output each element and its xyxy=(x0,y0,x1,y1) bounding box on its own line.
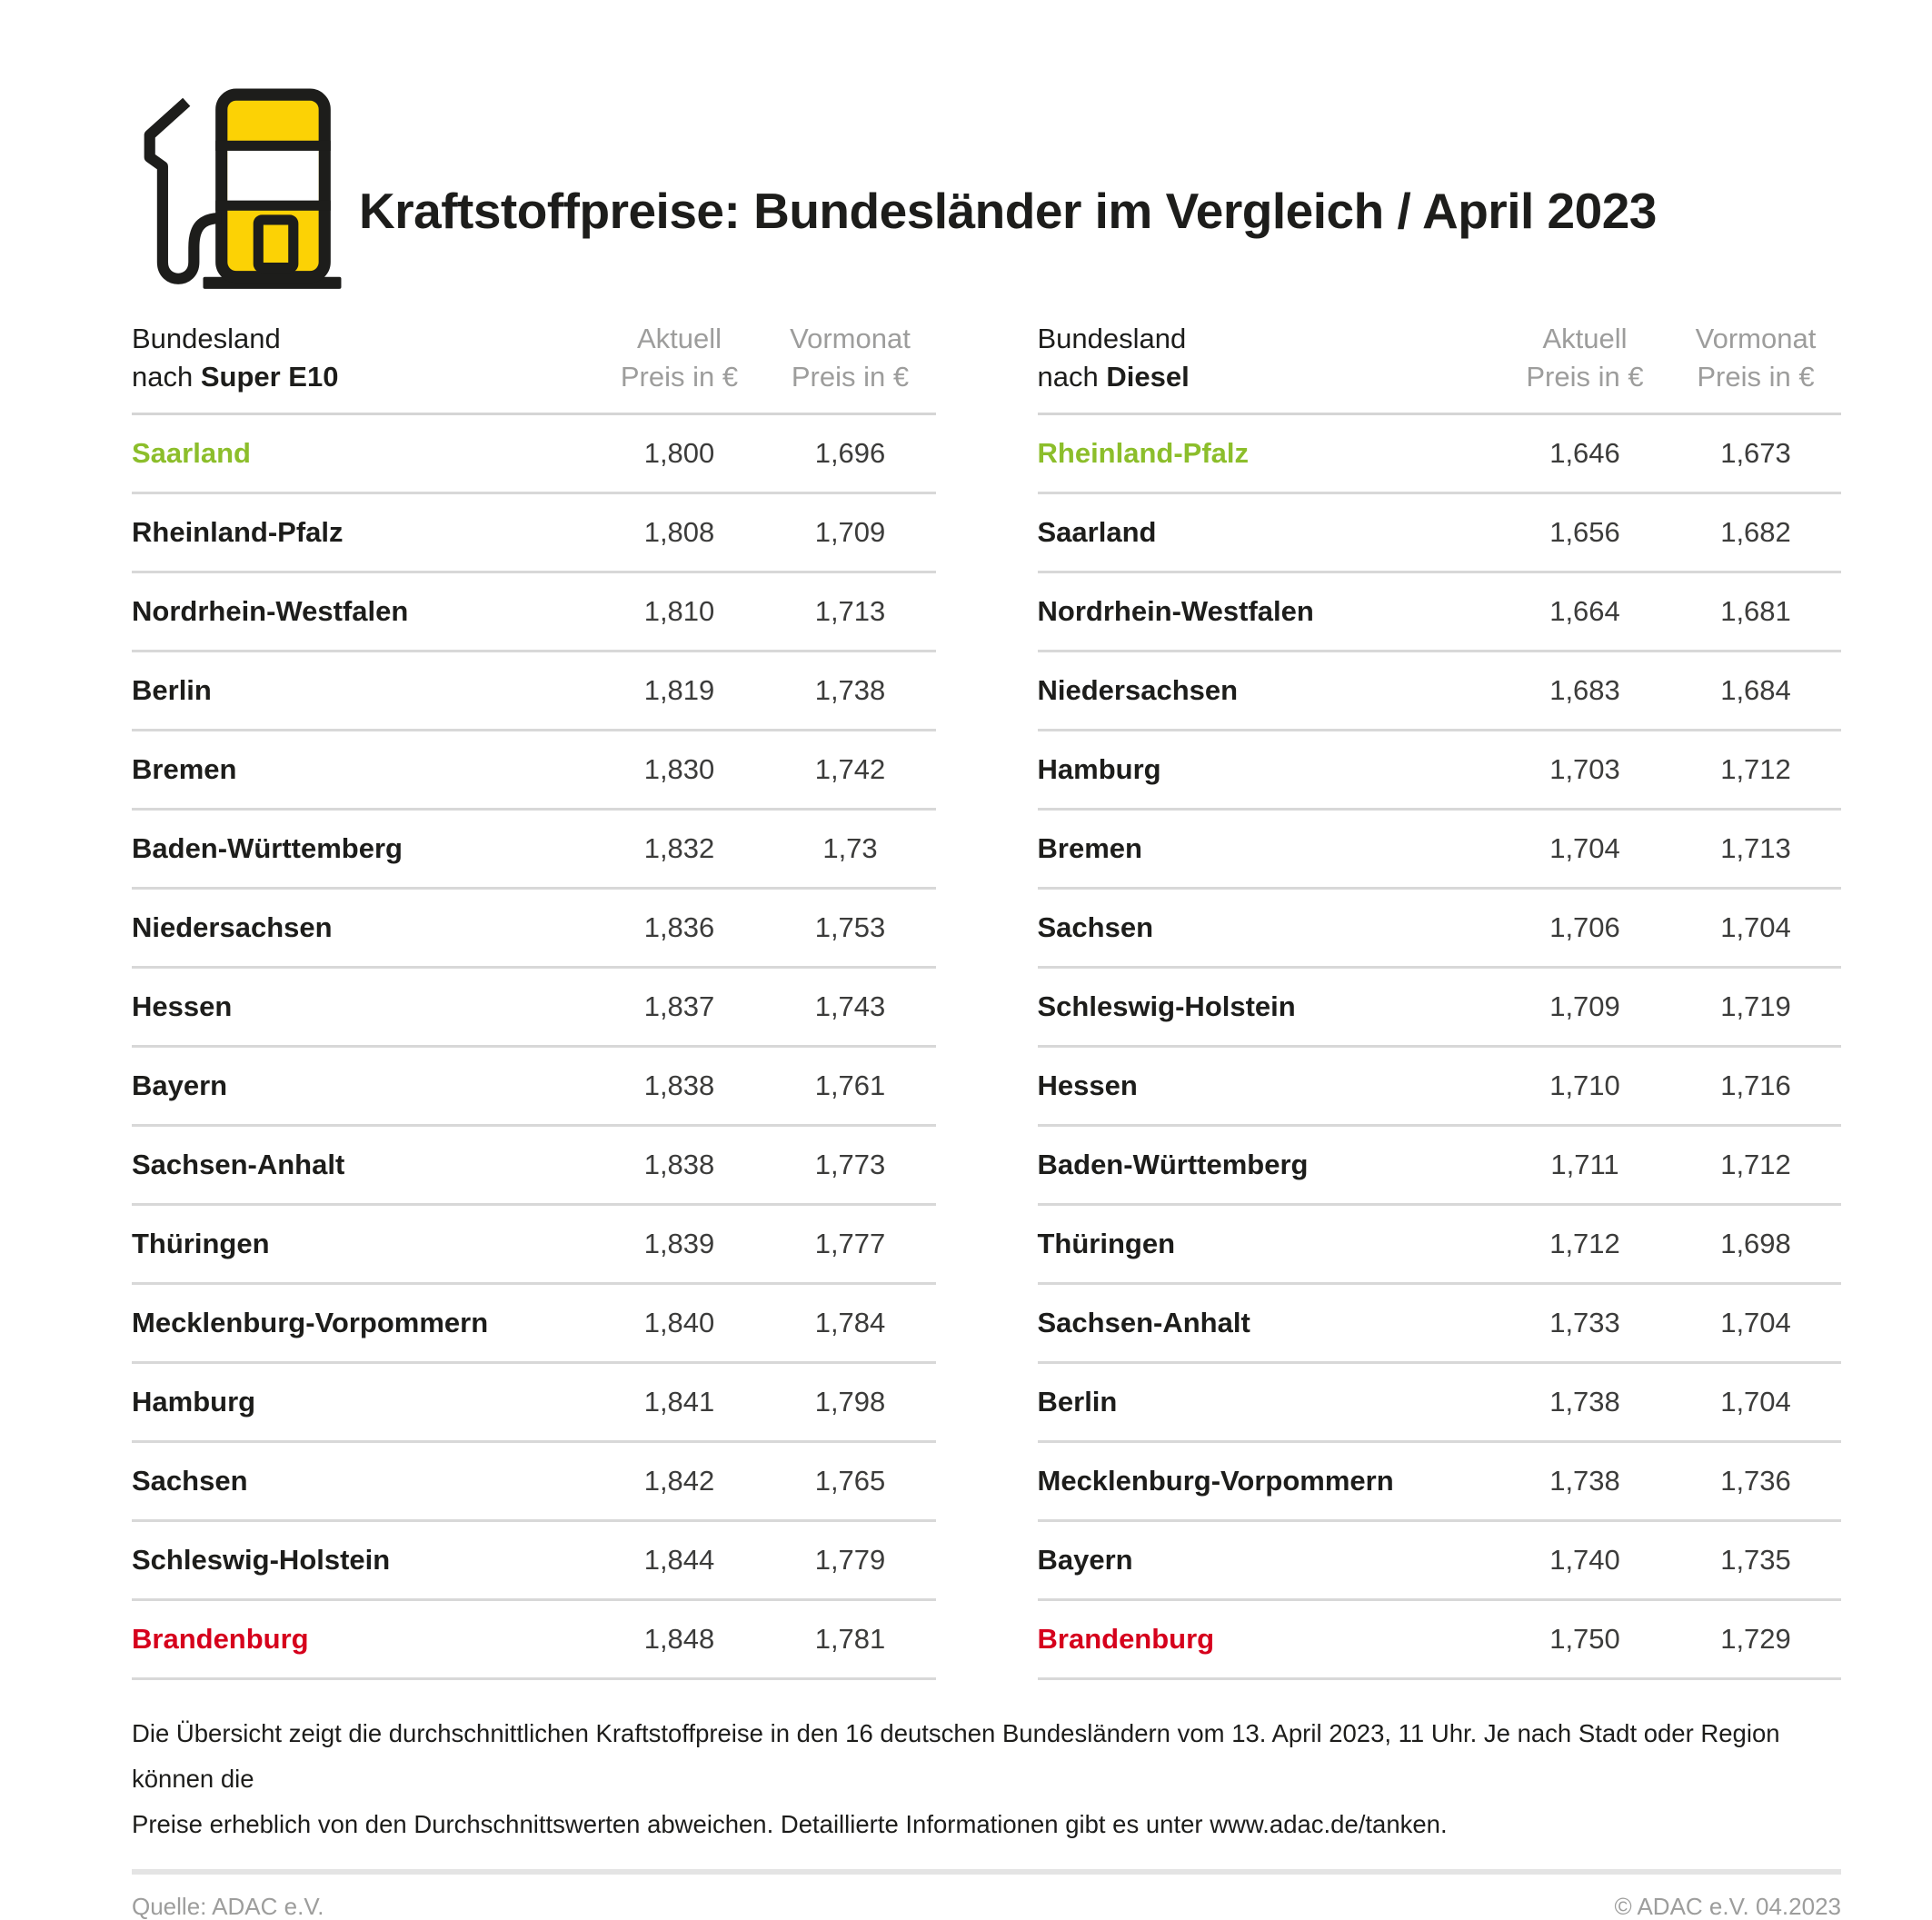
state-name: Saarland xyxy=(1037,516,1157,548)
state-name: Hessen xyxy=(1037,1069,1138,1101)
table-row xyxy=(132,1206,936,1285)
table-row xyxy=(1038,1364,1842,1443)
aktuell-price: 1,837 xyxy=(643,990,715,1022)
aktuell-price: 1,819 xyxy=(643,674,715,706)
state-name: Niedersachsen xyxy=(132,911,333,943)
state-name: Rheinland-Pfalz xyxy=(1037,437,1250,469)
table-row xyxy=(1038,731,1842,811)
aktuell-price: 1,844 xyxy=(643,1544,715,1576)
aktuell-price: 1,646 xyxy=(1549,437,1620,469)
table-row xyxy=(132,573,936,652)
column-header-aktuell xyxy=(1499,320,1670,396)
aktuell-label: Aktuell xyxy=(1542,323,1628,354)
column-header-vormonat xyxy=(765,320,936,396)
vormonat-unit-label: Preis in € xyxy=(791,361,910,393)
vormonat-price: 1,704 xyxy=(1720,911,1791,943)
vormonat-price: 1,738 xyxy=(814,674,886,706)
table-row xyxy=(1038,1285,1842,1364)
vormonat-price: 1,798 xyxy=(814,1386,886,1418)
table-header-diesel xyxy=(1038,320,1842,415)
fuel-pump-icon xyxy=(132,87,346,294)
vormonat-label: Vormonat xyxy=(790,323,911,354)
footer xyxy=(132,1893,1841,1920)
table-row xyxy=(1038,1443,1842,1522)
table-row xyxy=(1038,1127,1842,1206)
aktuell-price: 1,656 xyxy=(1549,516,1620,548)
state-name: Mecklenburg-Vorpommern xyxy=(132,1307,489,1338)
table-row xyxy=(1038,1206,1842,1285)
vormonat-label: Vormonat xyxy=(1695,323,1817,354)
table-row xyxy=(1038,969,1842,1048)
super-e10-table xyxy=(132,320,936,1680)
state-name: Bayern xyxy=(1037,1544,1133,1576)
table-row xyxy=(132,1522,936,1601)
table-row xyxy=(1038,890,1842,969)
header-line2-prefix: nach xyxy=(132,361,201,393)
state-name: Saarland xyxy=(132,437,251,469)
table-row xyxy=(132,1048,936,1127)
table-row xyxy=(132,1364,936,1443)
state-name: Bremen xyxy=(1037,832,1142,864)
vormonat-price: 1,704 xyxy=(1720,1386,1791,1418)
state-name: Nordrhein-Westfalen xyxy=(132,595,409,627)
state-name: Schleswig-Holstein xyxy=(1037,990,1296,1022)
aktuell-price: 1,830 xyxy=(643,753,715,785)
vormonat-price: 1,713 xyxy=(814,595,886,627)
vormonat-price: 1,716 xyxy=(1720,1069,1791,1101)
footer-divider xyxy=(132,1869,1841,1875)
footnote xyxy=(132,1711,1841,1847)
aktuell-price: 1,706 xyxy=(1549,911,1620,943)
state-name: Hamburg xyxy=(1037,753,1161,785)
vormonat-price: 1,712 xyxy=(1720,753,1791,785)
state-name: Hessen xyxy=(132,990,233,1022)
vormonat-price: 1,682 xyxy=(1720,516,1791,548)
state-name: Thüringen xyxy=(1037,1228,1176,1259)
aktuell-price: 1,832 xyxy=(643,832,715,864)
aktuell-price: 1,712 xyxy=(1549,1228,1620,1259)
aktuell-label: Aktuell xyxy=(636,323,722,354)
aktuell-price: 1,711 xyxy=(1550,1149,1619,1180)
table-row xyxy=(132,494,936,573)
vormonat-price: 1,784 xyxy=(814,1307,886,1338)
vormonat-price: 1,773 xyxy=(814,1149,886,1180)
table-row xyxy=(132,1285,936,1364)
vormonat-price: 1,719 xyxy=(1720,990,1791,1022)
vormonat-price: 1,698 xyxy=(1720,1228,1791,1259)
vormonat-price: 1,743 xyxy=(814,990,886,1022)
aktuell-price: 1,848 xyxy=(643,1623,715,1655)
table-row xyxy=(1038,1601,1842,1680)
vormonat-price: 1,681 xyxy=(1720,595,1791,627)
table-row xyxy=(132,811,936,890)
table-row xyxy=(132,652,936,731)
vormonat-price: 1,73 xyxy=(822,832,878,864)
table-row xyxy=(1038,415,1842,494)
state-name: Nordrhein-Westfalen xyxy=(1037,595,1314,627)
table-row xyxy=(1038,652,1842,731)
vormonat-price: 1,736 xyxy=(1720,1465,1791,1497)
tables-container xyxy=(132,320,1841,1680)
table-body-diesel xyxy=(1038,415,1842,1680)
aktuell-price: 1,683 xyxy=(1549,674,1620,706)
table-body-super-e10 xyxy=(132,415,936,1680)
column-header-bundesland xyxy=(1038,320,1500,396)
vormonat-price: 1,696 xyxy=(814,437,886,469)
aktuell-price: 1,839 xyxy=(643,1228,715,1259)
header-line1: Bundesland xyxy=(132,323,281,354)
column-header-vormonat xyxy=(1670,320,1841,396)
vormonat-price: 1,781 xyxy=(814,1623,886,1655)
state-name: Niedersachsen xyxy=(1037,674,1239,706)
state-name: Brandenburg xyxy=(1037,1623,1215,1655)
aktuell-price: 1,808 xyxy=(643,516,715,548)
header-line1: Bundesland xyxy=(1037,323,1187,354)
aktuell-price: 1,840 xyxy=(643,1307,715,1338)
state-name: Sachsen-Anhalt xyxy=(1037,1307,1250,1338)
aktuell-price: 1,750 xyxy=(1549,1623,1620,1655)
table-row xyxy=(132,1443,936,1522)
vormonat-price: 1,712 xyxy=(1720,1149,1791,1180)
page-title: Kraftstoffpreise: Bundesländer im Vergleich / April 2023 xyxy=(359,183,1657,239)
state-name: Schleswig-Holstein xyxy=(132,1544,391,1576)
state-name: Hamburg xyxy=(132,1386,256,1418)
vormonat-price: 1,742 xyxy=(814,753,886,785)
vormonat-price: 1,761 xyxy=(814,1069,886,1101)
state-name: Brandenburg xyxy=(132,1623,309,1655)
table-header-super-e10 xyxy=(132,320,936,415)
source-label: Quelle: ADAC e.V. xyxy=(132,1893,324,1920)
vormonat-price: 1,704 xyxy=(1720,1307,1791,1338)
table-row xyxy=(132,1127,936,1206)
state-name: Baden-Württemberg xyxy=(1037,1149,1309,1180)
vormonat-price: 1,777 xyxy=(814,1228,886,1259)
column-header-bundesland xyxy=(132,320,594,396)
table-row xyxy=(132,415,936,494)
table-row xyxy=(132,890,936,969)
vormonat-price: 1,684 xyxy=(1720,674,1791,706)
state-name: Mecklenburg-Vorpommern xyxy=(1037,1465,1394,1497)
state-name: Berlin xyxy=(132,674,212,706)
aktuell-price: 1,704 xyxy=(1549,832,1620,864)
vormonat-price: 1,709 xyxy=(814,516,886,548)
state-name: Berlin xyxy=(1037,1386,1118,1418)
aktuell-price: 1,738 xyxy=(1549,1386,1620,1418)
header-line2-prefix: nach xyxy=(1037,361,1107,393)
aktuell-price: 1,664 xyxy=(1549,595,1620,627)
aktuell-price: 1,800 xyxy=(643,437,715,469)
table-row xyxy=(1038,811,1842,890)
state-name: Rheinland-Pfalz xyxy=(132,516,344,548)
state-name: Baden-Württemberg xyxy=(132,832,403,864)
table-row xyxy=(1038,494,1842,573)
footnote-line2: Preise erheblich von den Durchschnittswerten abweichen. Detaillierte Informationen gibt es unter www.adac.de/tanken. xyxy=(132,1810,1448,1838)
table-row xyxy=(1038,573,1842,652)
aktuell-price: 1,738 xyxy=(1549,1465,1620,1497)
aktuell-price: 1,703 xyxy=(1549,753,1620,785)
state-name: Sachsen xyxy=(1037,911,1154,943)
footnote-line1: Die Übersicht zeigt die durchschnittlichen Kraftstoffpreise in den 16 deutschen Bundesländern vom 13. April 2023, 11 Uhr. Je nach Stadt oder Region können die xyxy=(132,1719,1780,1793)
aktuell-price: 1,810 xyxy=(643,595,715,627)
diesel-table xyxy=(1038,320,1842,1680)
fuel-type-label: Super E10 xyxy=(200,361,339,393)
aktuell-price: 1,740 xyxy=(1549,1544,1620,1576)
vormonat-price: 1,765 xyxy=(814,1465,886,1497)
aktuell-price: 1,710 xyxy=(1549,1069,1620,1101)
state-name: Thüringen xyxy=(132,1228,270,1259)
aktuell-price: 1,733 xyxy=(1549,1307,1620,1338)
table-row xyxy=(132,969,936,1048)
state-name: Bayern xyxy=(132,1069,228,1101)
aktuell-price: 1,838 xyxy=(643,1149,715,1180)
vormonat-price: 1,753 xyxy=(814,911,886,943)
aktuell-price: 1,841 xyxy=(643,1386,715,1418)
vormonat-price: 1,713 xyxy=(1720,832,1791,864)
aktuell-price: 1,838 xyxy=(643,1069,715,1101)
fuel-type-label: Diesel xyxy=(1106,361,1190,393)
state-name: Sachsen xyxy=(132,1465,248,1497)
header xyxy=(132,87,1841,294)
aktuell-unit-label: Preis in € xyxy=(1526,361,1644,393)
vormonat-unit-label: Preis in € xyxy=(1697,361,1815,393)
vormonat-price: 1,735 xyxy=(1720,1544,1791,1576)
table-row xyxy=(1038,1048,1842,1127)
state-name: Bremen xyxy=(132,753,237,785)
column-header-aktuell xyxy=(594,320,765,396)
aktuell-unit-label: Preis in € xyxy=(620,361,739,393)
state-name: Sachsen-Anhalt xyxy=(132,1149,345,1180)
copyright-label: © ADAC e.V. 04.2023 xyxy=(1614,1893,1841,1920)
vormonat-price: 1,729 xyxy=(1720,1623,1791,1655)
table-row xyxy=(132,1601,936,1680)
vormonat-price: 1,673 xyxy=(1720,437,1791,469)
aktuell-price: 1,709 xyxy=(1549,990,1620,1022)
aktuell-price: 1,836 xyxy=(643,911,715,943)
table-row xyxy=(1038,1522,1842,1601)
table-row xyxy=(132,731,936,811)
vormonat-price: 1,779 xyxy=(814,1544,886,1576)
aktuell-price: 1,842 xyxy=(643,1465,715,1497)
